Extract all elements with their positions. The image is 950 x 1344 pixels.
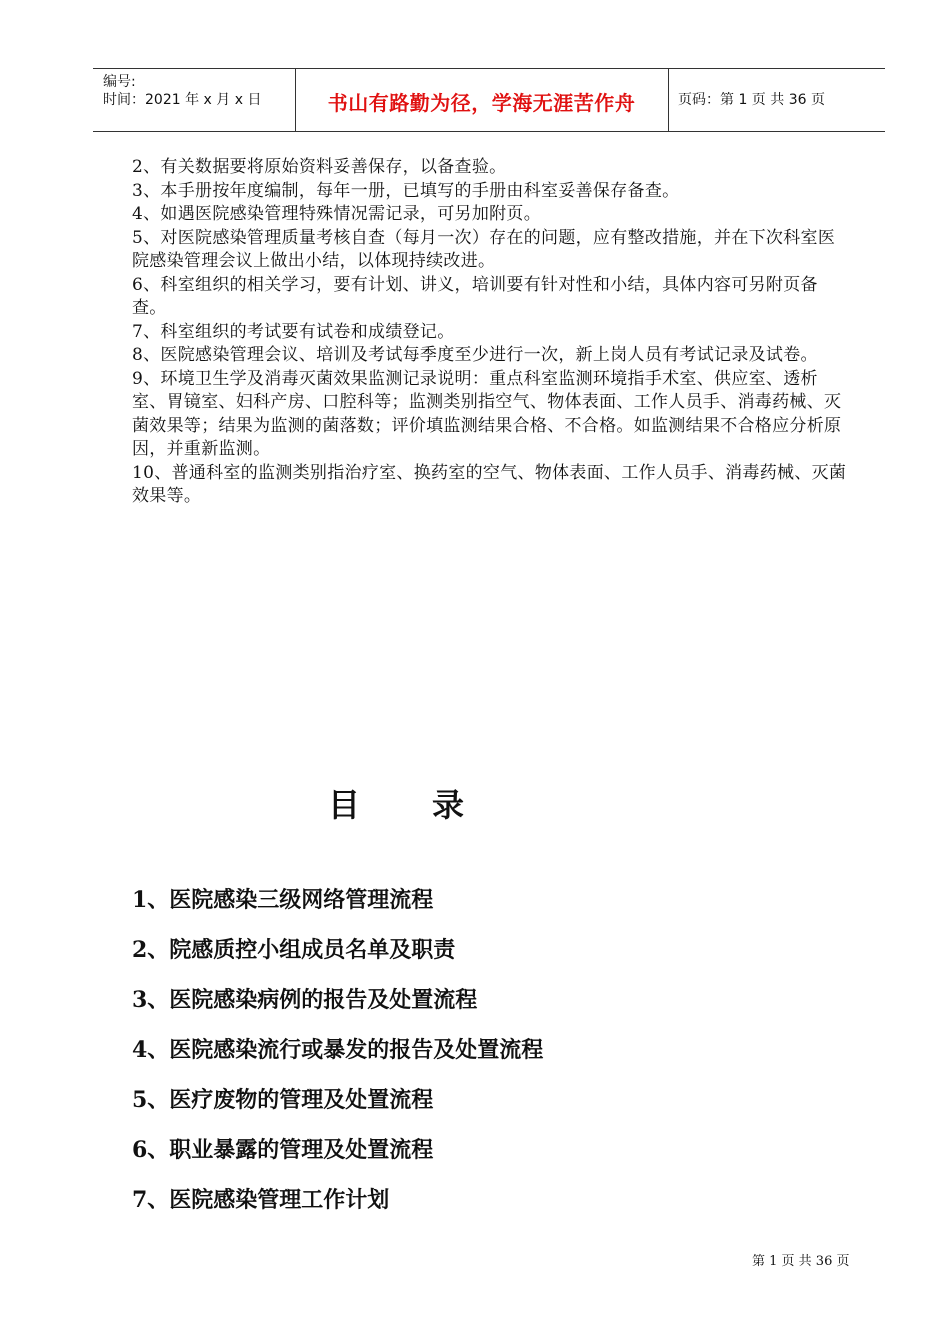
instruction-item: 4、如遇医院感染管理特殊情况需记录，可另加附页。 bbox=[132, 204, 542, 224]
header-page-cell bbox=[668, 69, 885, 131]
header-motto: 书山有路勤为径，学海无涯苦作舟 bbox=[327, 91, 636, 115]
toc-item[interactable]: 5、医疗废物的管理及处置流程 bbox=[132, 1087, 434, 1113]
toc-title-char: 录 bbox=[432, 786, 465, 824]
header-meta-cell bbox=[93, 69, 296, 131]
header-page-number: 页码：第 1 页 共 36 页 bbox=[678, 92, 825, 108]
toc-item[interactable]: 6、职业暴露的管理及处置流程 bbox=[132, 1137, 434, 1163]
header-motto-cell bbox=[295, 69, 669, 131]
instruction-item: 10、普通科室的监测类别指治疗室、换药室的空气、物体表面、工作人员手、消毒药械、灭菌效果等。 bbox=[132, 462, 847, 506]
instruction-item: 6、科室组织的相关学习，要有计划、讲义，培训要有针对性和小结，具体内容可另附页备查。 bbox=[132, 274, 818, 318]
toc-list bbox=[132, 880, 832, 1230]
toc-item[interactable]: 4、医院感染流行或暴发的报告及处置流程 bbox=[132, 1037, 544, 1063]
time-label: 时间：2021 年 x 月 x 日 bbox=[103, 92, 262, 108]
toc-item[interactable]: 3、医院感染病例的报告及处置流程 bbox=[132, 987, 478, 1013]
instruction-item: 9、环境卫生学及消毒灭菌效果监测记录说明：重点科室监测环境指手术室、供应室、透析室、胃镜室、妇科产房、口腔科等；监测类别指空气、物体表面、工作人员手、消毒药械、灭菌效果等；结果为监测的菌落数；评价填监测结果合格、不合格。如监测结果不合格应分析原因，并重新监测。 bbox=[132, 368, 842, 459]
serial-label: 编号: bbox=[103, 74, 136, 90]
toc-item[interactable]: 7、医院感染管理工作计划 bbox=[132, 1187, 390, 1213]
instruction-item: 8、医院感染管理会议、培训及考试每季度至少进行一次，新上岗人员有考试记录及试卷。 bbox=[132, 345, 818, 365]
toc-item[interactable]: 2、院感质控小组成员名单及职责 bbox=[132, 937, 456, 963]
toc-title-char: 目 bbox=[328, 786, 361, 824]
instruction-item: 7、科室组织的考试要有试卷和成绩登记。 bbox=[132, 321, 455, 342]
instructions-list bbox=[132, 156, 852, 509]
toc-title bbox=[328, 780, 464, 826]
toc-item[interactable]: 1、医院感染三级网络管理流程 bbox=[132, 887, 434, 913]
instruction-item: 3、本手册按年度编制，每年一册，已填写的手册由科室妥善保存备查。 bbox=[132, 180, 680, 201]
instruction-item: 5、对医院感染管理质量考核自查（每月一次）存在的问题，应有整改措施，并在下次科室医院感染管理会议上做出小结，以体现持续改进。 bbox=[132, 227, 836, 271]
instruction-item: 2、有关数据要将原始资料妥善保存，以备查验。 bbox=[132, 157, 507, 177]
page-footer: 第 1 页 共 36 页 bbox=[752, 1254, 850, 1269]
page-header bbox=[93, 68, 885, 132]
